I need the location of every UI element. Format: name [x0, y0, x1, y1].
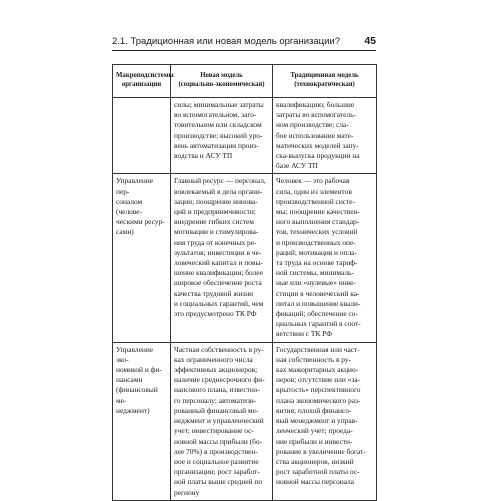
table-cell-traditional-model: Человек — это рабочая сила, один из элементов производственной систе- мы; поощрение качествен- ного выполнения стандар- тов, технических условий и производственных опе- раций; мотивация и опла- та труда на основе тариф- ной системы, минималь- ные или «нулевые» инве- стиции в человеческий ка- питал и повышение квали- фикаций; обеспечение со- циальных гарантий в соот- ветствии с ТК РФ — [273, 174, 377, 342]
column-header-new-model: Новая модель (социально-экономическая) — [171, 65, 273, 98]
table-row — [113, 174, 377, 342]
table-cell-traditional-model: Государственная или част- ная собственность в ру- ках мажоритарных акцио- неров; отсутствие или «за- крытость» перспективного плана экономического раз- вития; плохой финансо- вый менеджмент и управ- ленческий учет; проеда- ние прибыли и инвести- рование в увеличение богат- ства акционеров, низкий рост заработной платы ос- новной массы персонала — [273, 342, 377, 500]
section-title: 2.1. Традиционная или новая модель организации? — [112, 36, 340, 47]
table-header-row — [113, 65, 377, 98]
column-header-traditional-model: Традиционная модель (технократическая) — [273, 65, 377, 98]
table-cell-traditional-model: квалификацию; большие затраты во вспомогатель- ном производстве; сла- бое использование мате- матических моделей запу- ска-выпуска продукции на базе АСУ ТП — [273, 98, 377, 174]
column-header-subsystems: Макроподсистемы организации — [113, 65, 171, 98]
table-cell-new-model: силы; минимальные затраты во вспомогательном, заго- товительном или складском производстве; высокий уро- вень автоматизации произ- водства и АСУ ТП — [171, 98, 273, 174]
comparison-table — [112, 64, 377, 501]
table-cell-subsystem — [113, 98, 171, 174]
table-cell-new-model: Главный ресурс — персонал, вовлекаемый в дела органи- зации; поощрение иннова- ций и предприимчивости; внедрение гибких систем мотивации и стимулирова- ния труда от конечных ре- зультатов; инвестиции в че- ловеческий капитал и повы- шение квалификации; более широкое обеспечение роста качества трудовой жизни и социальных гарантий, чем это предусмотрено ТК РФ — [171, 174, 273, 342]
table-row — [113, 98, 377, 174]
table-row — [113, 342, 377, 500]
header-rule — [112, 50, 376, 51]
table-cell-subsystem: Управление эко- номикой и фи- нансами (финансовый ме- неджмент) — [113, 342, 171, 500]
table-cell-new-model: Частная собственность в ру- ках ограниченного числа эффективных акционеров; наличие среднесрочного фи- нансового плана, известно- го персоналу; автоматизи- рованный финансовый ме- неджмент и управленческий учет; инвестирование ос- новной массы прибыли (бо- лее 70%) в производствен- ное и социальное развитие организации; рост заработ- ной платы выше средней по региону — [171, 342, 273, 500]
table-cell-subsystem: Управление пер- соналом (челове- ческими ресур- сами) — [113, 174, 171, 342]
page-number: 45 — [364, 35, 376, 47]
